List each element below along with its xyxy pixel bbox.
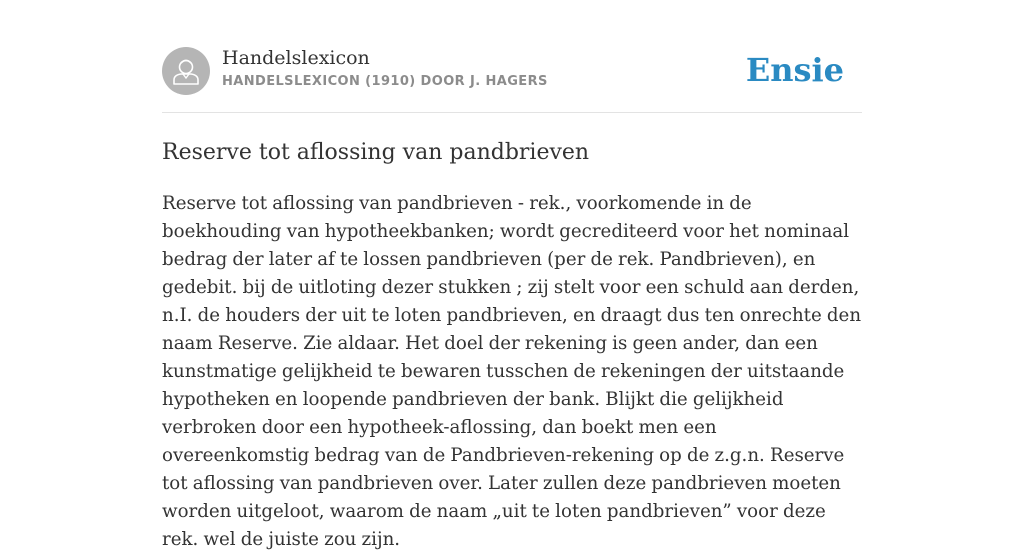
user-avatar-icon <box>162 47 210 95</box>
ensie-logo[interactable]: Ensie <box>745 51 844 89</box>
article-card <box>162 0 862 550</box>
source-title[interactable]: Handelslexicon <box>222 47 370 69</box>
article-header <box>162 0 862 113</box>
source-subtitle[interactable]: HANDELSLEXICON (1910) DOOR J. HAGERS <box>222 74 548 89</box>
article-title: Reserve tot aflossing van pandbrieven <box>162 140 590 165</box>
article-body: Reserve tot aflossing van pandbrieven - rek., voorkomende in de boekhouding van hypotheekbanken; wordt gecrediteerd voor het nominaal bedrag der later af te lossen pandbrieven (per de rek. Pandbrieven), en gedebit. bij de uitloting dezer stukken ; zij stelt voor een schuld aan derden, n.I. de houders der uit te loten pandbrieven, en draagt dus ten onrechte den naam Reserve. Zie aldaar. Het doel der rekening is geen ander, dan een kunstmatige gelijkheid te bewaren tusschen de rekeningen der uitstaande hypotheken en loopende pandbrieven der bank. Blijkt die gelijkheid verbroken door een hypotheek-aflossing, dan boekt men een overeenkomstig bedrag van de Pandbrieven-rekening op de z.g.n. Reserve tot aflossing van pandbrieven over. Later zullen deze pandbrieven moeten worden uitgeloot, waarom de naam „uit te loten pandbrieven” voor deze rek. wel de juiste zou zijn. <box>162 193 862 550</box>
